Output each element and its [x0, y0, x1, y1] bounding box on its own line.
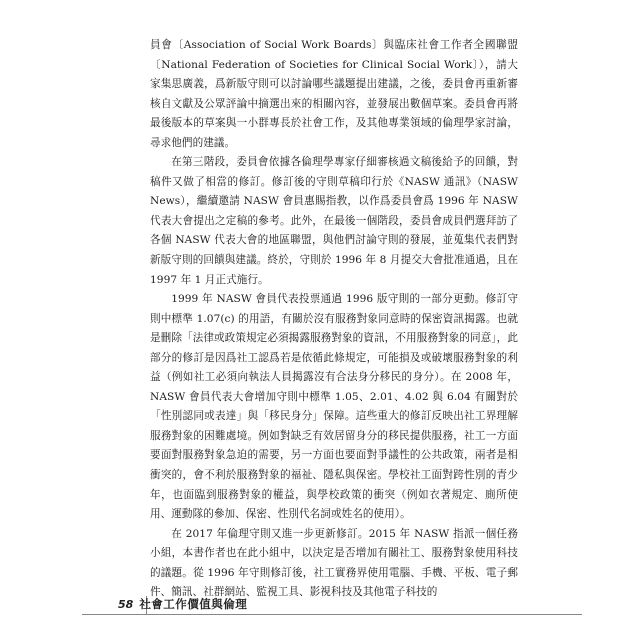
- body-text: [150, 36, 518, 603]
- page-number: 58: [118, 597, 134, 611]
- paragraph-4: 在 2017 年倫理守則又進一步更新修訂。2015 年 NASW 指派一個任務小組，本書作者也在此小組中，以決定是否增加有關社工、服務對象使用科技的議題。從 1996 年守則修訂後，社工實務界使用電腦、手機、平板、電子郵件、簡訊、社群網站、監視工具、影視科技及其他電子科技的: [150, 527, 518, 599]
- paragraph-2: 在第三階段，委員會依據各倫理學專家仔細審核過文稿後給予的回饋，對稿件又做了相當的修訂。修訂後的守則草稿印行於《NASW 通訊》（NASW News），繼續邀請 NASW 會員惠賜指教，以作爲委員會爲 1996 年 NASW 代表大會提出之定稿的參考。此外，在最後一個階段，委員會成員們選拜訪了各個 NASW 代表大會的地區聯盟，與他們討論守則的發展，並蒐集代表們對新版守則的回饋與建議。終於，守則於 1996 年 8 月提交大會批准通過，且在 1997 年 1 月正式施行。: [150, 156, 518, 286]
- page-footer: [118, 596, 247, 612]
- footer-rule: [82, 614, 582, 615]
- paragraph-1: 員會〔Association of Social Work Boards〕與臨床社會工作者全國聯盟〔National Federation of Societies for Clinical Social Work〕），請大家集思廣義，爲新版守則可以討論哪些議題提出建議，之後，委員會再重新審核自文獻及公眾評論中摘選出來的相關內容，並發展出數個草案。委員會再將最後版本的草案與一小群專長於社會工作，及其他專業領域的倫理學家討論，尋求他們的建議。: [150, 39, 518, 149]
- running-title: 社會工作價值與倫理: [139, 597, 248, 611]
- paragraph-3: 1999 年 NASW 會員代表投票通過 1996 版守則的一部分更動。修訂守則中標準 1.07(c) 的用語，有關於沒有服務對象同意時的保密資訊揭露。也就是刪除「法律或政策規定必須揭露服務對象的資訊，不用服務對象的同意」，此部分的修訂是因爲社工認爲若是依循此條規定，可能損及或破壞服務對象的利益（例如社工必須向執法人員揭露沒有合法身分移民的身分）。在 2008 年，NASW 會員代表大會增加守則中標準 1.05、2.01、4.02 與 6.04 有關對於「性別認同或表達」與「移民身分」保障。這些重大的修訂反映出社工界理解服務對象的困難處境。例如對缺乏有效居留身分的移民提供服務，社工一方面要面對服務對象急迫的需要，另一方面也要面對爭議性的公共政策，兩者是相衝突的，會不利於服務對象的福祉、隱私與保密。學校社工面對跨性別的青少年，也面臨到服務對象的權益，與學校政策的衝突（例如衣著規定、廁所使用、運動隊的參加、保密、性別代名詞或姓名的使用）。: [150, 293, 518, 521]
